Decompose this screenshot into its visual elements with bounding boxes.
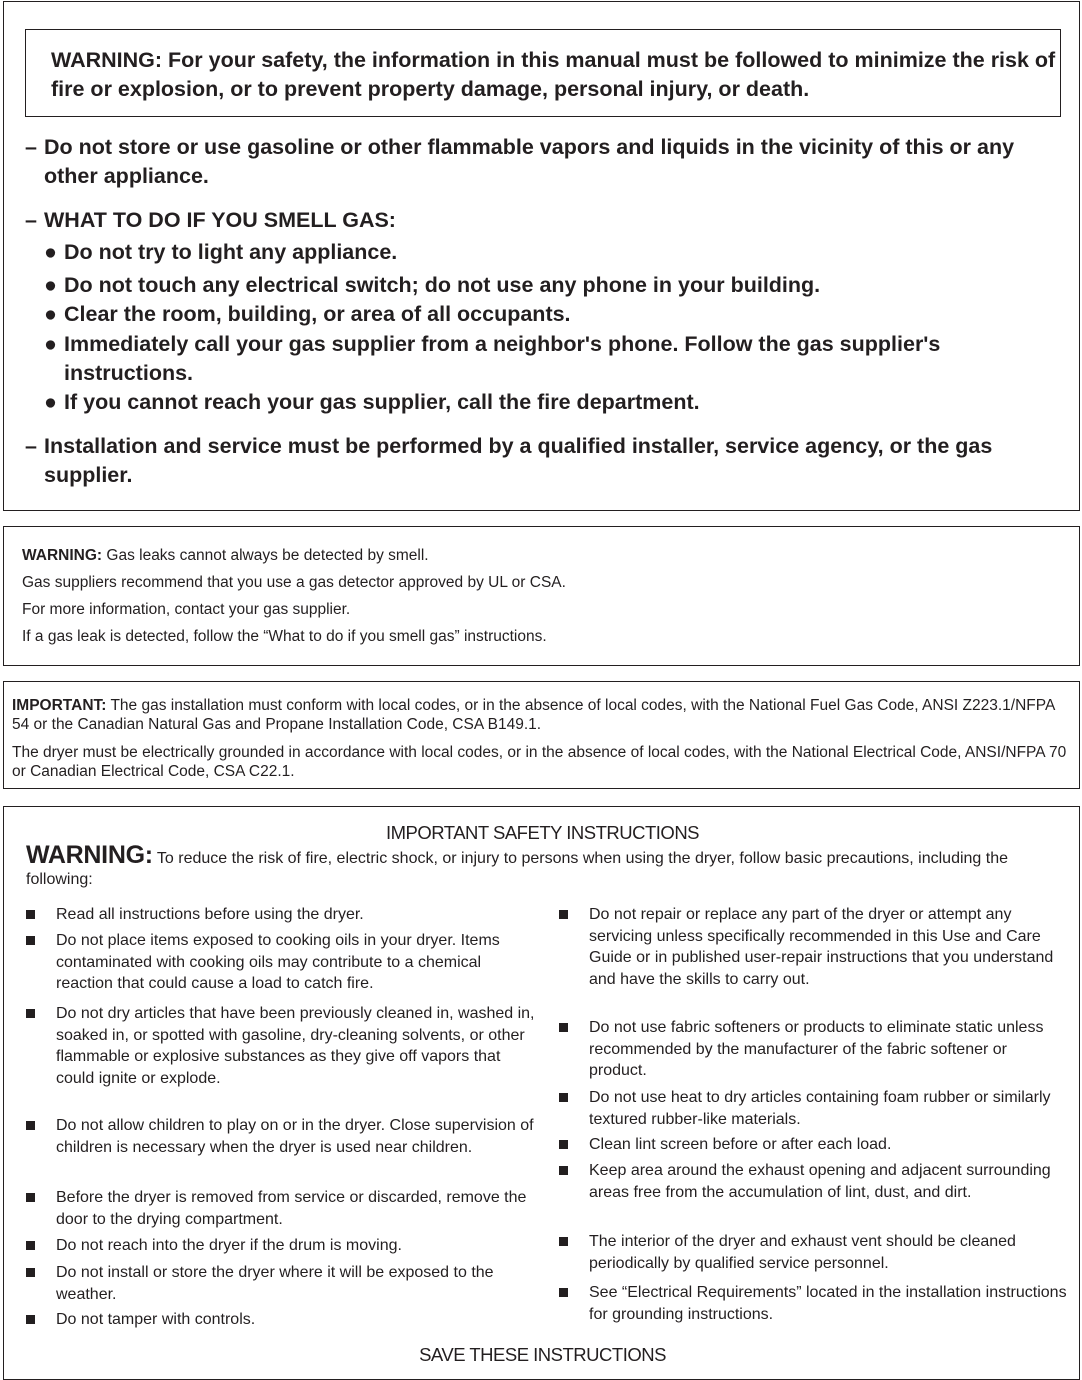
bullet-item: ● Do not try to light any appliance. xyxy=(44,238,1054,267)
square-bullet-icon xyxy=(26,1121,35,1130)
dash-mark: – xyxy=(25,208,37,232)
square-bullet-icon xyxy=(559,1140,568,1149)
dash-mark: – xyxy=(25,434,37,458)
bullet-icon: ● xyxy=(44,302,57,326)
gas-installation-paragraph: IMPORTANT: The gas installation must conform with local codes, or in the absence of local codes, with the National Fuel Gas Code, ANSI Z223.1/NFPA 54 or the Canadian Natural Gas and Propane Installation Code, CSA B149.1. xyxy=(12,697,1055,733)
list-item: Before the dryer is removed from service or discarded, remove the door to the drying compartment. xyxy=(26,1187,541,1230)
square-bullet-icon xyxy=(26,910,35,919)
square-bullet-icon xyxy=(559,1237,568,1246)
dash-item-installation: – Installation and service must be performed by a qualified installer, service agency, or the gas supplier. xyxy=(25,434,993,487)
square-bullet-icon xyxy=(26,1193,35,1202)
bullet-item: ● Clear the room, building, or area of all occupants. xyxy=(44,300,1054,329)
gas-leak-line: If a gas leak is detected, follow the “What to do if you smell gas” instructions. xyxy=(22,628,547,645)
list-item: Do not install or store the dryer where it will be exposed to the weather. xyxy=(26,1262,541,1305)
dryer-warning-text: WARNING: To reduce the risk of fire, electric shock, or injury to persons when using the dryer, follow basic precautions, including the following: xyxy=(26,841,1009,888)
electrical-grounding-paragraph: The dryer must be electrically grounded in accordance with local codes, or in the absence of local codes, with the National Electrical Code, ANSI/NFPA 70 or Canadian Electrical Code, CSA C22.1. xyxy=(12,744,1067,780)
bullet-icon: ● xyxy=(44,240,57,264)
safety-instructions-title: IMPORTANT SAFETY INSTRUCTIONS xyxy=(385,822,700,843)
important-codes-box xyxy=(3,681,1080,789)
gas-safety-warning-box xyxy=(3,1,1080,511)
list-item: Do not place items exposed to cooking oils in your dryer. Items contaminated with cooking oils may contribute to a chemical reaction that could cause a load to catch fire. xyxy=(26,930,541,995)
gas-leak-line: WARNING: Gas leaks cannot always be detected by smell. xyxy=(22,547,429,564)
save-instructions-footer: SAVE THESE INSTRUCTIONS xyxy=(419,1344,666,1365)
square-bullet-icon xyxy=(26,936,35,945)
bullet-icon: ● xyxy=(44,332,57,356)
list-item: Do not dry articles that have been previously cleaned in, washed in, soaked in, or spotted with gasoline, dry-cleaning solvents, or other flammable or explosive substances as they give off vapors that could ignite or explode. xyxy=(26,1003,541,1089)
bullet-item: ● If you cannot reach your gas supplier, call the fire department. xyxy=(44,388,1054,417)
dash-item-flammables: – Do not store or use gasoline or other flammable vapors and liquids in the vicinity of this or any other appliance. xyxy=(25,135,1015,188)
safety-instructions-box xyxy=(3,806,1080,1380)
list-item: Clean lint screen before or after each load. xyxy=(559,1134,1069,1156)
list-item: Do not allow children to play on or in the dryer. Close supervision of children is necessary when the dryer is used near children. xyxy=(26,1115,541,1158)
dash-item-smell-gas: – WHAT TO DO IF YOU SMELL GAS: xyxy=(25,206,1065,235)
bullet-icon: ● xyxy=(44,390,57,414)
bullet-icon: ● xyxy=(44,273,57,297)
list-item: Do not use heat to dry articles containing foam rubber or similarly textured rubber-like materials. xyxy=(559,1087,1069,1130)
safety-banner-text: WARNING: For your safety, the information in this manual must be followed to minimize the risk of fire or explosion, or to prevent property damage, personal injury, or death. xyxy=(51,48,1056,101)
dash-mark: – xyxy=(25,135,37,159)
gas-leak-line: For more information, contact your gas supplier. xyxy=(22,601,351,618)
square-bullet-icon xyxy=(26,1315,35,1324)
bullet-item: ● Immediately call your gas supplier from a neighbor's phone. Follow the gas supplier's instructions. xyxy=(44,332,941,385)
list-item: Do not repair or replace any part of the dryer or attempt any servicing unless specifically recommended in this Use and Care Guide or in published user-repair instructions that you understand and have the skills to carry out. xyxy=(559,904,1069,990)
square-bullet-icon xyxy=(26,1009,35,1018)
square-bullet-icon xyxy=(559,1166,568,1175)
square-bullet-icon xyxy=(559,910,568,919)
list-item: Read all instructions before using the dryer. xyxy=(26,904,541,926)
important-label: IMPORTANT: xyxy=(12,697,107,714)
list-item: Do not tamper with controls. xyxy=(26,1309,541,1331)
gas-leak-warning-box xyxy=(3,526,1080,666)
gas-leak-line: Gas suppliers recommend that you use a gas detector approved by UL or CSA. xyxy=(22,574,566,591)
list-item: Do not reach into the dryer if the drum is moving. xyxy=(26,1235,541,1257)
square-bullet-icon xyxy=(559,1093,568,1102)
list-item: Keep area around the exhaust opening and adjacent surrounding areas free from the accumulation of lint, dust, and dirt. xyxy=(559,1160,1069,1203)
list-item: See “Electrical Requirements” located in the installation instructions for grounding instructions. xyxy=(559,1282,1069,1325)
square-bullet-icon xyxy=(26,1268,35,1277)
warning-label: WARNING: xyxy=(26,841,153,869)
safety-banner xyxy=(25,29,1061,117)
square-bullet-icon xyxy=(559,1288,568,1297)
warning-label: WARNING: xyxy=(22,547,103,564)
list-item: Do not use fabric softeners or products to eliminate static unless recommended by the manufacturer of the fabric softener or product. xyxy=(559,1017,1069,1082)
list-item: The interior of the dryer and exhaust vent should be cleaned periodically by qualified service personnel. xyxy=(559,1231,1069,1274)
square-bullet-icon xyxy=(559,1023,568,1032)
square-bullet-icon xyxy=(26,1241,35,1250)
bullet-item: ● Do not touch any electrical switch; do not use any phone in your building. xyxy=(44,271,1054,300)
